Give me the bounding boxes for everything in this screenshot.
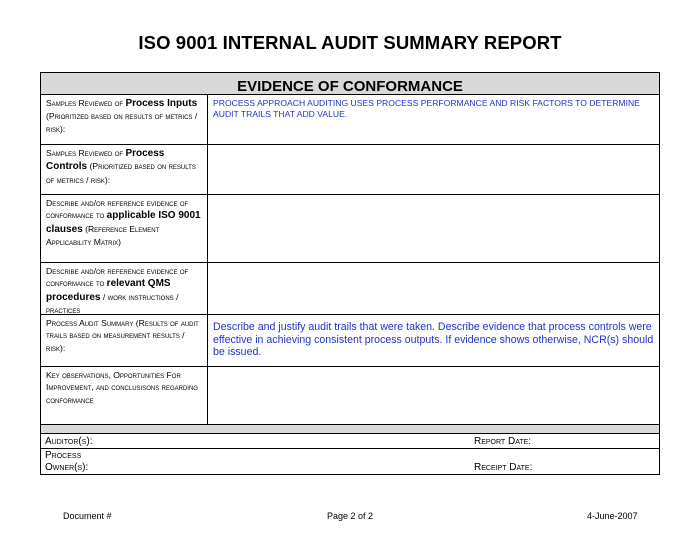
row-label: Samples Reviewed of Process Controls (Prioritized based on results of metrics / risk): — [41, 145, 208, 194]
separator-bar — [41, 425, 659, 434]
section-header: EVIDENCE OF CONFORMANCE — [41, 73, 659, 95]
footer-date: 4-June-2007 — [587, 511, 638, 521]
row-label: Describe and/or reference evidence of conformance to applicable ISO 9001 clauses (Reference Element Applicability Matrix) — [41, 195, 208, 262]
row-process-controls — [41, 145, 659, 195]
row-value-field[interactable]: PROCESS APPROACH AUDITING USES PROCESS PERFORMANCE AND RISK FACTORS TO DETERMINE AUDIT TRAILS THAT ADD VALUE. — [213, 98, 640, 119]
audit-form — [40, 72, 660, 475]
row-qms-procedures — [41, 263, 659, 315]
process-owner-row — [41, 449, 659, 475]
row-label: Describe and/or reference evidence of conformance to relevant QMS procedures / work instructions / practices — [41, 263, 208, 314]
row-value-field[interactable] — [208, 195, 659, 262]
footer-document-number: Document # — [63, 511, 112, 521]
row-key-observations — [41, 367, 659, 425]
row-label: Samples Reviewed of Process Inputs (Prioritized based on results of metrics / risk): — [41, 95, 208, 144]
footer-page-number: Page 2 of 2 — [327, 511, 374, 521]
receipt-date-label[interactable]: Receipt Date: — [474, 462, 533, 473]
row-value-field[interactable] — [208, 145, 659, 194]
report-date-label[interactable]: Report Date: — [474, 436, 532, 447]
row-iso-clauses — [41, 195, 659, 263]
row-process-inputs — [41, 95, 659, 145]
row-label: Key observations, Opportunities For Improvement, and conclusisons regarding conformance — [41, 367, 208, 424]
row-value-field[interactable] — [208, 263, 659, 314]
row-value-field[interactable]: Describe and justify audit trails that were taken. Describe evidence that process controls were effective in achieving consistent process outputs. If evidence shows otherwise, NCR(s) should be issued. — [213, 321, 654, 358]
row-value-field[interactable] — [208, 367, 659, 424]
auditor-row — [41, 434, 659, 449]
row-audit-summary — [41, 315, 659, 367]
auditor-label[interactable]: Auditor(s): — [45, 436, 93, 447]
process-owner-label[interactable]: Process Owner(s): — [45, 450, 89, 473]
row-label: Process Audit Summary (Results of audit trails based on measurement results / risk): — [41, 315, 208, 366]
page-title: ISO 9001 INTERNAL AUDIT SUMMARY REPORT — [138, 32, 562, 53]
